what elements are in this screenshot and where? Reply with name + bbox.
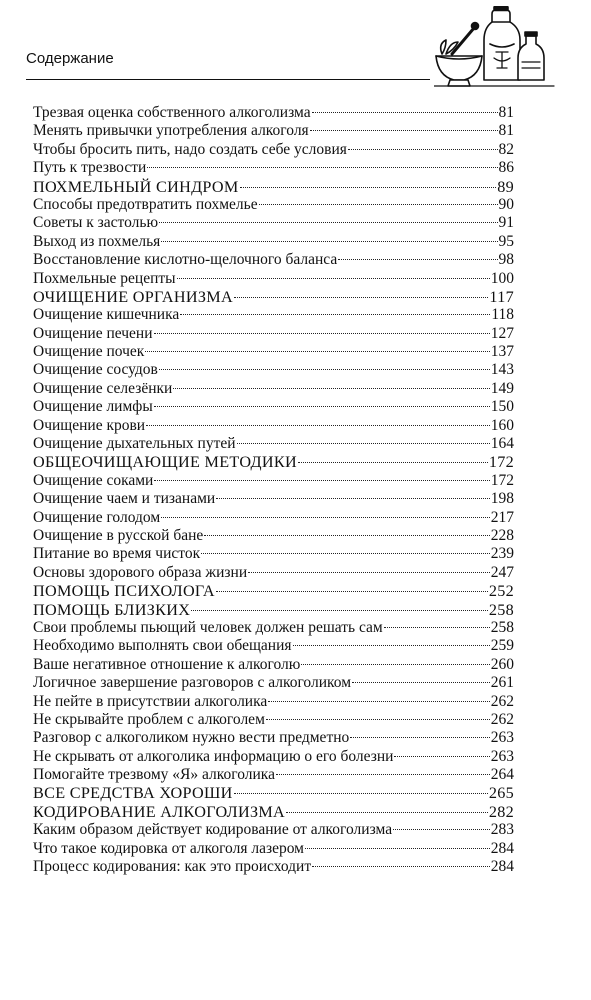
dot-leader [248,571,490,573]
toc-entry-title: КОДИРОВАНИЕ АЛКОГОЛИЗМА [33,802,286,821]
toc-entry [33,196,514,214]
toc-entry [33,545,514,563]
toc-entry-page: 258 [488,600,514,619]
toc-entry-title: Логичное завершение разговоров с алкоголиком [33,674,352,692]
dot-leader [191,609,488,611]
toc-entry [33,380,514,398]
dot-leader [234,792,488,794]
toc-entry-page: 100 [490,269,514,287]
toc-entry-page: 261 [490,674,514,692]
toc-entry-title: Основы здорового образа жизни [33,563,248,581]
toc-entry-title: Менять привычки употребления алкоголя [33,122,309,140]
dot-leader [159,368,490,370]
toc-entry [33,214,514,232]
toc-entry-title: ОБЩЕОЧИЩАЮЩИЕ МЕТОДИКИ [33,453,297,472]
toc-entry-page: 98 [498,251,514,269]
toc-entry-page: 217 [490,508,514,526]
toc-entry-title: Очищение лимфы [33,398,153,416]
toc-entry-title: Советы к застолью [33,214,159,232]
toc-entry-page: 198 [490,490,514,508]
toc-entry-page: 262 [490,710,514,728]
dot-leader [352,681,490,683]
toc-entry [33,637,514,655]
toc-entry [33,729,514,747]
toc-entry [33,527,514,545]
toc-entry [33,122,514,140]
toc-entry-page: 263 [490,747,514,765]
dot-leader [305,847,490,849]
toc-entry-title: Очищение почек [33,343,145,361]
toc-entry-page: 172 [488,453,514,472]
toc-entry [33,858,514,876]
toc-entry-title: Очищение сосудов [33,361,158,379]
dot-leader [145,350,489,352]
toc-entry-title: Не пейте в присутствии алкоголика [33,692,268,710]
dot-leader [310,129,498,131]
toc-entry-page: 164 [490,435,514,453]
toc-section-heading [33,784,514,802]
dot-leader [180,313,490,315]
dot-leader [276,773,490,775]
toc-entry-page: 90 [498,195,514,213]
toc-entry-page: 262 [490,692,514,710]
toc-entry-page: 91 [498,214,514,232]
toc-entry [33,306,514,324]
toc-entry [33,325,514,343]
toc-entry-page: 263 [490,729,514,747]
toc-entry-page: 252 [488,582,514,601]
dot-leader [216,497,490,499]
toc-entry [33,104,514,122]
toc-entry-title: Очищение в русской бане [33,526,204,544]
toc-entry-page: 265 [488,784,514,803]
toc-entry-page: 282 [488,802,514,821]
toc-entry-page: 172 [490,471,514,489]
toc-entry-title: Каким образом действует кодирование от алкоголизма [33,821,393,839]
toc-entry [33,141,514,159]
toc-entry [33,766,514,784]
toc-entry-page: 160 [490,416,514,434]
toc-entry-page: 264 [490,766,514,784]
toc-entry-title: Выход из похмелья [33,232,161,250]
toc-section-heading [33,178,514,196]
toc-entry-page: 260 [490,655,514,673]
dot-leader [173,387,489,389]
dot-leader [266,718,490,720]
toc-entry [33,619,514,637]
dot-leader [161,516,490,518]
toc-entry-title: Помогайте трезвому «Я» алкоголика [33,766,275,784]
toc-entry-title: ПОХМЕЛЬНЫЙ СИНДРОМ [33,177,239,196]
toc-entry [33,417,514,435]
dot-leader [177,277,490,279]
toc-entry [33,159,514,177]
toc-entry-title: ВСЕ СРЕДСТВА ХОРОШИ [33,784,233,803]
toc-entry-title: Что такое кодировка от алкоголя лазером [33,839,304,857]
toc-section-heading [33,803,514,821]
toc-section-heading [33,453,514,471]
dot-leader [237,442,490,444]
toc-entry [33,343,514,361]
toc-section-heading [33,601,514,619]
dot-leader [146,424,490,426]
toc-entry-page: 127 [490,324,514,342]
toc-entry [33,472,514,490]
toc-entry-page: 143 [490,361,514,379]
dot-leader [154,479,489,481]
toc-entry-title: Очищение крови [33,416,146,434]
toc-entry-page: 149 [490,379,514,397]
toc-entry-title: Путь к трезвости [33,159,147,177]
toc-entry-title: Не скрывайте проблем с алкоголем [33,710,265,728]
toc-entry-title: ПОМОЩЬ ПСИХОЛОГА [33,582,215,601]
toc-entry-title: Чтобы бросить пить, надо создать себе условия [33,140,347,158]
toc-entry-title: Трезвая оценка собственного алкоголизма [33,104,311,121]
toc-entry-title: Очищение кишечника [33,306,180,324]
dot-leader [154,405,490,407]
dot-leader [394,755,489,757]
table-of-contents [33,104,514,876]
toc-entry-title: Свои проблемы пьющий человек должен решать сам [33,618,383,636]
header-divider [26,79,430,80]
toc-entry-title: Способы предотвратить похмелье [33,195,258,213]
toc-entry-page: 228 [490,526,514,544]
dot-leader [301,663,489,665]
toc-entry [33,398,514,416]
dot-leader [384,626,490,628]
mortar-and-bottles-icon [434,6,556,90]
toc-entry-title: Похмельные рецепты [33,269,176,287]
toc-entry-page: 239 [490,545,514,563]
dot-leader [159,221,497,223]
toc-entry [33,564,514,582]
toc-entry-page: 283 [490,821,514,839]
toc-entry [33,233,514,251]
toc-entry [33,656,514,674]
toc-entry-title: Не скрывать от алкоголика информацию о его болезни [33,747,394,765]
toc-entry-title: Очищение печени [33,324,153,342]
toc-entry-page: 81 [498,104,514,121]
toc-entry [33,490,514,508]
dot-leader [286,811,488,813]
toc-entry-title: Процесс кодирования: как это происходит [33,858,312,876]
toc-entry-title: ПОМОЩЬ БЛИЗКИХ [33,600,191,619]
toc-entry-page: 118 [491,306,514,324]
toc-entry-title: Очищение дыхательных путей [33,435,236,453]
dot-leader [293,644,490,646]
toc-entry-page: 247 [490,563,514,581]
toc-entry-page: 284 [490,858,514,876]
dot-leader [350,736,489,738]
toc-entry-title: Питание во время чисток [33,545,201,563]
toc-entry-page: 150 [490,398,514,416]
toc-entry-page: 86 [498,159,514,177]
toc-entry-page: 259 [490,637,514,655]
dot-leader [268,700,489,702]
toc-entry-page: 81 [498,122,514,140]
dot-leader [348,148,498,150]
toc-section-heading [33,288,514,306]
toc-entry-page: 95 [498,232,514,250]
toc-entry-title: Очищение селезёнки [33,379,173,397]
toc-entry-page: 82 [498,140,514,158]
dot-leader [204,534,489,536]
dot-leader [161,240,497,242]
toc-entry [33,435,514,453]
toc-entry-page: 117 [489,287,514,306]
toc-entry-page: 258 [490,618,514,636]
toc-entry [33,361,514,379]
toc-entry-title: Разговор с алкоголиком нужно вести предметно [33,729,350,747]
toc-entry [33,840,514,858]
toc-entry-title: ОЧИЩЕНИЕ ОРГАНИЗМА [33,287,233,306]
toc-entry-title: Очищение соками [33,471,154,489]
page-title: Содержание [26,50,114,67]
dot-leader [312,111,498,113]
toc-entry-page: 284 [490,839,514,857]
dot-leader [154,332,490,334]
dot-leader [201,552,490,554]
toc-entry-title: Ваше негативное отношение к алкоголю [33,655,301,673]
toc-section-heading [33,582,514,600]
dot-leader [393,828,490,830]
toc-entry-page: 89 [497,177,514,196]
toc-entry [33,251,514,269]
toc-entry [33,821,514,839]
toc-entry-title: Очищение голодом [33,508,161,526]
dot-leader [240,186,497,188]
dot-leader [312,865,490,867]
toc-entry-title: Восстановление кислотно-щелочного баланса [33,251,338,269]
dot-leader [259,203,498,205]
toc-entry [33,693,514,711]
toc-entry [33,270,514,288]
dot-leader [216,590,488,592]
toc-entry-title: Очищение чаем и тизанами [33,490,216,508]
toc-entry [33,748,514,766]
dot-leader [147,166,497,168]
dot-leader [298,461,488,463]
toc-entry [33,674,514,692]
dot-leader [234,296,488,298]
toc-entry [33,509,514,527]
toc-entry-page: 137 [490,343,514,361]
toc-entry [33,711,514,729]
toc-entry-title: Необходимо выполнять свои обещания [33,637,292,655]
dot-leader [338,258,497,260]
